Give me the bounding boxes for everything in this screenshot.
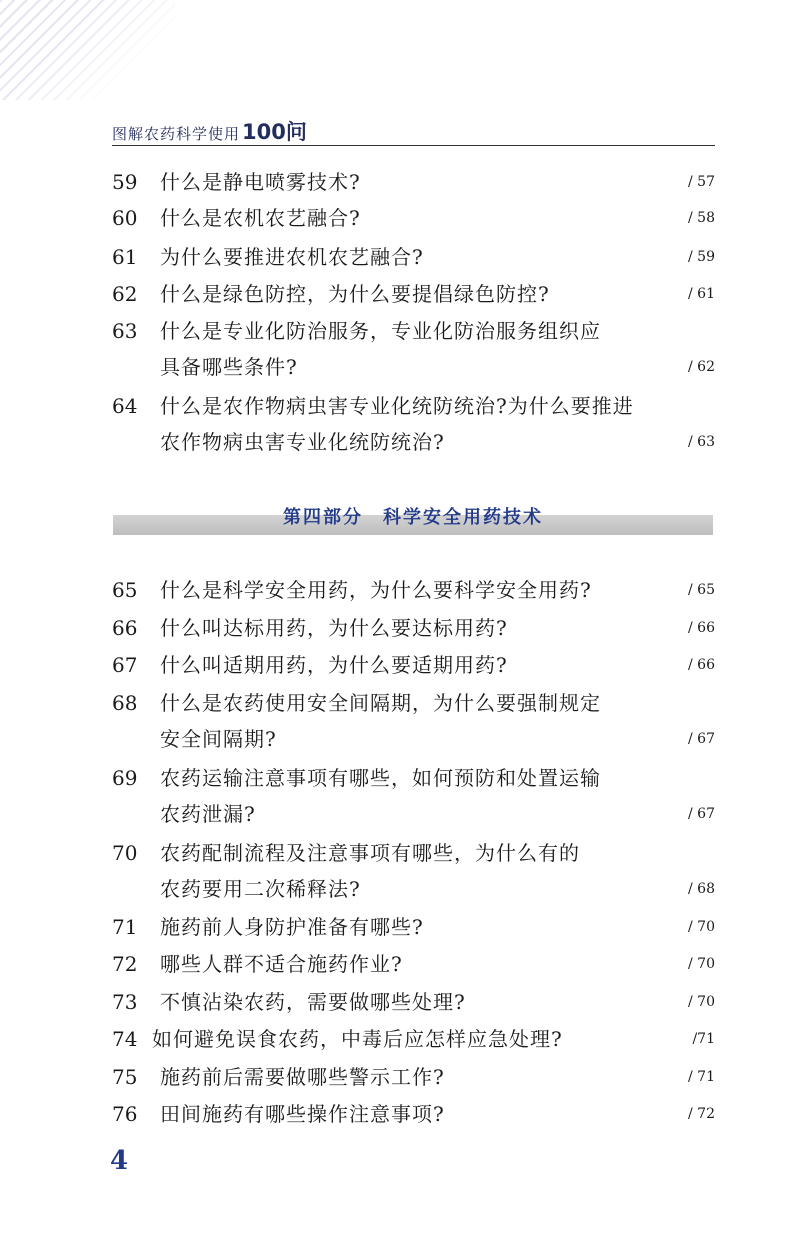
toc-entry[interactable]	[112, 835, 715, 901]
entry-number: 72	[112, 952, 138, 976]
book-title-number: 100问	[242, 120, 307, 144]
entry-number: 65	[112, 578, 138, 602]
entry-page: / 66	[688, 620, 715, 636]
toc-entry[interactable]	[112, 1021, 715, 1057]
entry-page: / 67	[688, 731, 715, 747]
running-header	[112, 116, 307, 146]
toc-entry[interactable]	[112, 388, 715, 454]
entry-page: /71	[692, 1031, 715, 1047]
entry-title: 如何避免误食农药，中毒后应怎样应急处理?	[152, 1027, 563, 1051]
entry-title-line2: 农药要用二次稀释法?	[160, 877, 361, 901]
toc-entry[interactable]	[112, 1096, 715, 1132]
section-title-text: 第四部分 科学安全用药技术	[283, 507, 543, 528]
entry-title-line2: 安全间隔期?	[160, 727, 277, 751]
entry-title-line2: 农药泄漏?	[160, 802, 256, 826]
entry-title: 施药前后需要做哪些警示工作?	[160, 1065, 445, 1089]
toc-entry[interactable]	[112, 239, 715, 275]
entry-page: / 57	[688, 174, 715, 190]
toc-entry[interactable]	[112, 313, 715, 379]
entry-title: 什么是科学安全用药，为什么要科学安全用药?	[160, 578, 592, 602]
toc-entry[interactable]	[112, 610, 715, 646]
entry-page: / 68	[688, 881, 715, 897]
entry-number: 67	[112, 653, 138, 677]
entry-number: 66	[112, 616, 138, 640]
entry-page: / 72	[688, 1106, 715, 1122]
toc-entry[interactable]	[112, 946, 715, 982]
toc-entry[interactable]	[112, 572, 715, 608]
entry-number: 74	[112, 1027, 138, 1051]
entry-title-line1: 什么是农药使用安全间隔期，为什么要强制规定	[160, 691, 601, 715]
toc-entry[interactable]	[112, 760, 715, 826]
entry-title: 不慎沾染农药，需要做哪些处理?	[160, 990, 466, 1014]
entry-title-line1: 什么是专业化防治服务，专业化防治服务组织应	[160, 319, 601, 343]
entry-page: / 59	[688, 249, 715, 265]
corner-decoration	[0, 0, 175, 100]
entry-number: 70	[112, 841, 138, 865]
toc-entry[interactable]	[112, 164, 715, 200]
section-title[interactable]	[113, 503, 713, 529]
entry-number: 60	[112, 206, 138, 230]
entry-title: 为什么要推进农机农艺融合?	[160, 245, 424, 269]
entry-number: 62	[112, 282, 138, 306]
entry-title: 什么叫达标用药，为什么要达标用药?	[160, 616, 508, 640]
entry-title: 什么叫适期用药，为什么要适期用药?	[160, 653, 508, 677]
entry-title: 什么是绿色防控，为什么要提倡绿色防控?	[160, 282, 550, 306]
entry-number: 61	[112, 245, 138, 269]
entry-page: / 63	[688, 434, 715, 450]
entry-title-line1: 什么是农作物病虫害专业化统防统治?为什么要推进	[160, 394, 634, 418]
entry-page: / 70	[688, 994, 715, 1010]
toc-entry[interactable]	[112, 647, 715, 683]
entry-number: 64	[112, 394, 138, 418]
entry-page: / 61	[688, 286, 715, 302]
entry-title-line2: 农作物病虫害专业化统防统治?	[160, 430, 445, 454]
page-number: 4	[110, 1146, 129, 1176]
entry-title: 施药前人身防护准备有哪些?	[160, 915, 424, 939]
entry-title: 什么是静电喷雾技术?	[160, 170, 361, 194]
toc-entry[interactable]	[112, 984, 715, 1020]
toc-entry[interactable]	[112, 685, 715, 751]
entry-title-line1: 农药配制流程及注意事项有哪些，为什么有的	[160, 841, 580, 865]
toc-entry[interactable]	[112, 909, 715, 945]
entry-page: / 67	[688, 806, 715, 822]
entry-title-line2: 具备哪些条件?	[160, 355, 298, 379]
book-title: 图解农药科学使用	[112, 125, 241, 143]
entry-page: / 58	[688, 210, 715, 226]
entry-number: 73	[112, 990, 138, 1014]
entry-page: / 62	[688, 359, 715, 375]
header-rule	[112, 145, 715, 146]
entry-number: 69	[112, 766, 138, 790]
entry-title: 田间施药有哪些操作注意事项?	[160, 1102, 445, 1126]
entry-number: 63	[112, 319, 138, 343]
toc-entry[interactable]	[112, 276, 715, 312]
entry-title: 哪些人群不适合施药作业?	[160, 952, 403, 976]
entry-number: 75	[112, 1065, 138, 1089]
entry-page: / 70	[688, 956, 715, 972]
entry-page: / 65	[688, 582, 715, 598]
entry-title: 什么是农机农艺融合?	[160, 206, 361, 230]
entry-number: 76	[112, 1102, 138, 1126]
entry-number: 68	[112, 691, 138, 715]
entry-title-line1: 农药运输注意事项有哪些，如何预防和处置运输	[160, 766, 601, 790]
entry-page: / 71	[688, 1069, 715, 1085]
toc-entry[interactable]	[112, 200, 715, 236]
entry-page: / 70	[688, 919, 715, 935]
toc-entry[interactable]	[112, 1059, 715, 1095]
entry-number: 71	[112, 915, 138, 939]
entry-number: 59	[112, 170, 138, 194]
entry-page: / 66	[688, 657, 715, 673]
